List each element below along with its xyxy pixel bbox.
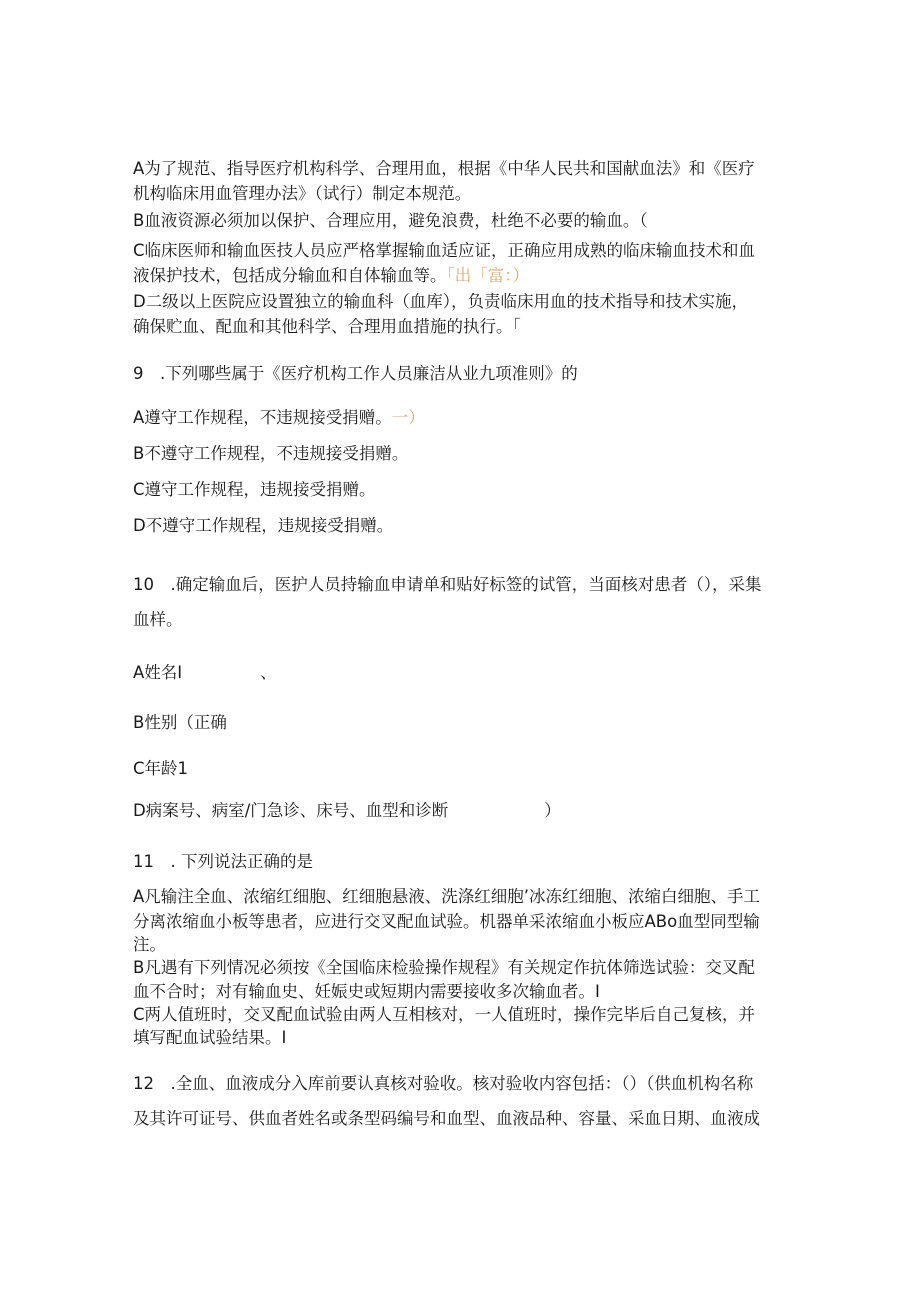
q8-option-c-line1: C临床医师和输血医技人员应严格掌握输血适应证，正确应用成熟的临床输血技术和血: [133, 241, 756, 260]
q11-option-b-line1: B凡遇有下列情况必须按《全国临床检验操作规程》有关规定作抗体筛选试验：交叉配: [133, 958, 755, 977]
q10-title-line1: 10 .确定输血后，医护人员持输血申请单和贴好标签的试管，当面核对患者（），采集: [133, 575, 762, 594]
q11-option-a-line2: 分离浓缩血小板等患者，应进行交叉配血试验。机器单采浓缩血小板应ABo血型同型输: [133, 912, 760, 931]
q10-option-d-mark: ）: [544, 801, 561, 820]
q9-title: 9 .下列哪些属于《医疗机构工作人员廉洁从业九项准则》的: [133, 364, 578, 383]
q11-title: 11 . 下列说法正确的是: [133, 852, 313, 871]
q11-option-a-line1: A凡输注全血、浓缩红细胞、红细胞悬液、洗涤红细胞’冰冻红细胞、浓缩白细胞、手工: [133, 887, 761, 906]
q8-option-c-mark: 「出「富：）: [446, 266, 529, 285]
q8-option-d-line1: D二级以上医院应设置独立的输血科（血库），负责临床用血的技术指导和技术实施，: [133, 292, 748, 311]
q10-option-a-text: A姓名I: [133, 663, 183, 682]
q10-option-d: [133, 799, 561, 823]
q10-option-a: [133, 661, 277, 685]
q9-option-a-mark: 一）: [391, 408, 425, 427]
q12-title-line1: 12 .全血、血液成分入库前要认真核对验收。核对验收内容包括：（）（供血机构名称: [133, 1074, 754, 1093]
q8-option-b: B血液资源必须加以保护、合理应用，避免浪费，杜绝不必要的输血。（: [133, 211, 648, 230]
q10-option-a-mark: 、: [260, 663, 277, 682]
q9-option-b: B不遵守工作规程，不违规接受捐赠。: [133, 444, 409, 463]
q11-option-a-line3: 注。: [133, 935, 166, 954]
q10-option-c: C年龄1: [133, 759, 189, 778]
q9-option-a-text: A遵守工作规程，不违规接受捐赠。: [133, 408, 392, 427]
q10-option-b: B性别（正确: [133, 713, 227, 732]
q9-option-a: [133, 406, 425, 430]
q11-option-c-line2: 填写配血试验结果。I: [133, 1028, 287, 1047]
q9-option-d: D不遵守工作规程，违规接受捐赠。: [133, 516, 394, 535]
q8-option-a-line1: A为了规范、指导医疗机构科学、合理用血，根据《中华人民共和国献血法》和《医疗: [133, 159, 755, 178]
q11-option-b-line2: 血不合时；对有输血史、妊娠史或短期内需要接收多次输血者。I: [133, 982, 600, 1001]
q8-option-d-line2: 确保贮血、配血和其他科学、合理用血措施的执行。「: [133, 317, 521, 336]
q8-option-a-line2: 机构临床用血管理办法》（试行）制定本规范。: [133, 184, 472, 203]
q8-option-c-text: 液保护技术，包括成分输血和自体输血等。: [133, 266, 447, 285]
q10-option-d-text: D病案号、病室/门急诊、床号、血型和诊断: [133, 801, 449, 820]
q10-title-line2: 血样。: [133, 610, 183, 629]
q8-option-c-line2: [133, 264, 529, 288]
q12-title-line2: 及其许可证号、供血者姓名或条型码编号和血型、血液品种、容量、采血日期、血液成: [133, 1109, 760, 1128]
q11-option-c-line1: C两人值班时，交叉配血试验由两人互相核对，一人值班时，操作完毕后自己复核，并: [133, 1005, 756, 1024]
q9-option-c: C遵守工作规程，违规接受捐赠。: [133, 480, 376, 499]
